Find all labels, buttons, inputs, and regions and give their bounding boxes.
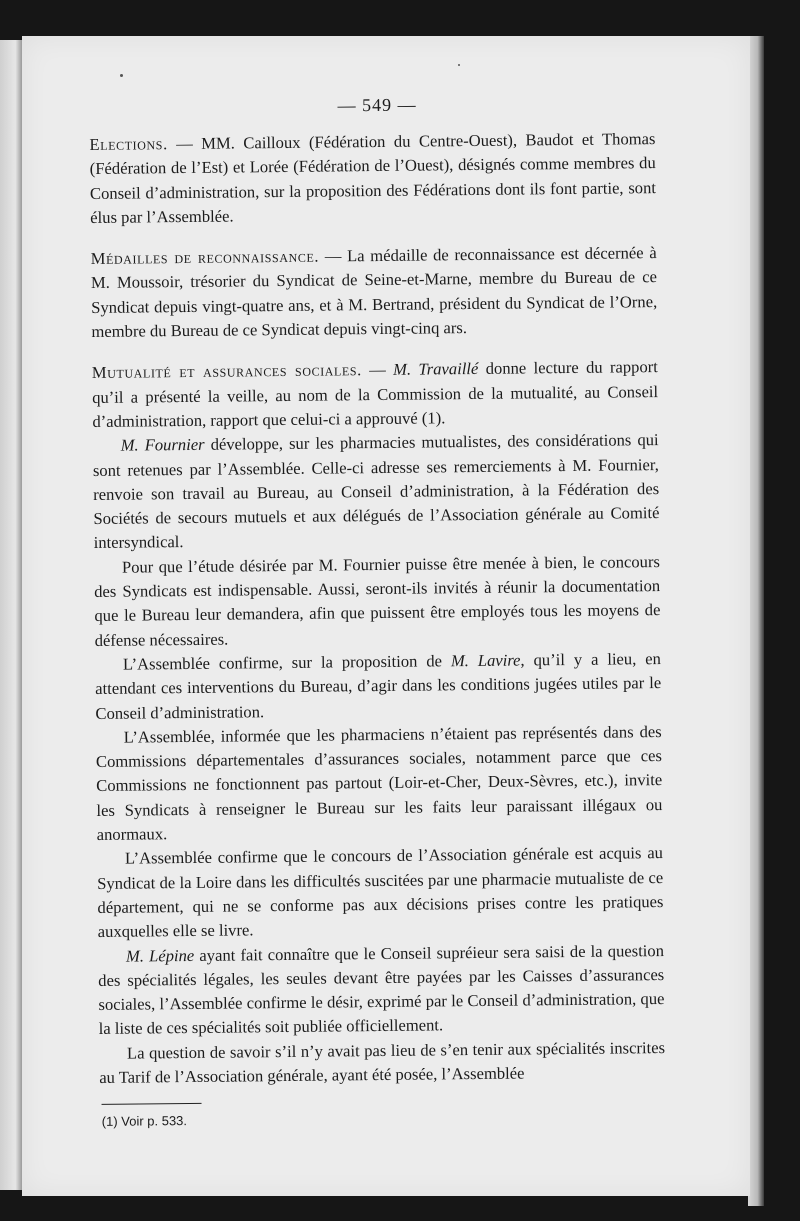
paragraph-lavire <box>95 647 662 726</box>
paragraph-elections <box>89 127 656 230</box>
paragraph-lepine <box>98 939 665 1042</box>
footnote-divider <box>102 1103 202 1105</box>
paragraph-medailles <box>91 241 658 344</box>
person-name: M. Travaillé <box>393 359 479 380</box>
paragraph-text: L’Assemblée confirme, sur la proposition de <box>122 651 451 674</box>
paragraph-text: — MM. Cailloux (Fédération du Centre-Ouest), Baudot et Thomas (Fédération de l’Est) et Lorée (Fédération de l’Ouest), désignés comme membres du Conseil d’administration, sur la proposition des Fédérations dont ils font partie, sont élus par l’Assemblée. <box>89 129 657 227</box>
person-name: M. Lépine <box>125 945 195 966</box>
document-page <box>22 36 750 1196</box>
section-heading-mutualite: Mutualité et assurances sociales. <box>91 360 362 383</box>
paragraph-etude: Pour que l’étude désirée par M. Fournier puisse être menée à bien, le concours des Syndicats est indispensable. Aussi, seront-ils invités à réunir la documentation que le Bureau leur demandera, afin que puissent être employés tous les moyens de défense nécessaires. <box>94 551 661 650</box>
paragraph-mutualite <box>92 355 659 434</box>
paragraph-text: donne lecture du rapport qu’il a présenté la veille, au nom de la Commission de la mutualité, au Conseil d’administration, rapport que celui-ci a approuvé (1). <box>92 357 659 431</box>
paragraph-loire: L’Assemblée confirme que le concours de l’Association générale est acquis au Syndicat de la Loire dans les difficultés suscitées par une pharmacie mutualiste de ce département, qui ne se conforme pas aux décisions prises contre les pratiques auxquelles elle se livre. <box>97 843 664 942</box>
paragraph-fournier <box>93 428 660 555</box>
paragraph-tarif: La question de savoir s’il n’y avait pas lieu de s’en tenir aux spécialités inscrites au Tarif de l’Association générale, ayant été posée, l’Assemblée <box>99 1037 666 1087</box>
paragraph-commissions: L’Assemblée, informée que les pharmaciens n’étaient pas représentés dans des Commissions départementales d’assurances sociales, notamment parce que ces Commissions ne fonctionnent pas partout (Loir-et-Cher, Deux-Sèvres, etc.), invite les Syndicats à renseigner le Bureau sur les faits leur paraissant illégaux ou anormaux. <box>95 721 663 844</box>
paper-speck <box>458 64 460 66</box>
section-heading-medailles: Médailles de reconnaissance. <box>90 246 320 269</box>
person-name: M. Lavire <box>450 650 521 671</box>
section-heading-elections: Elections. <box>89 134 168 154</box>
paragraph-text: , qu’il y a lieu, en attendant ces interventions du Bureau, d’agir dans les conditions jugées utiles par le Conseil d’administration. <box>95 648 662 723</box>
previous-page-edge <box>0 40 22 1190</box>
paragraph-text: développe, sur les pharmacies mutualistes, des considérations qui sont retenues par l’Assemblée. Celle-ci adresse ses remerciements à M. Fournier, renvoie son travail au Bureau, au Conseil d’administration, à la Fédération des Sociétés de secours mutuels et aux délégués de l’Association générale au Comité intersyndical. <box>92 430 660 553</box>
page-number: — 549 — <box>337 94 417 116</box>
paper-speck <box>120 74 123 77</box>
paragraph-text: — La médaille de reconnaissance est décernée à M. Moussoir, trésorier du Syndicat de Seine-et-Marne, membre du Bureau de ce Syndicat depuis vingt-quatre ans, et à M. Bertrand, président du Syndicat de l’Orne, membre du Bureau de ce Syndicat depuis vingt-cinq ars. <box>90 243 658 342</box>
page-edge-shadow <box>748 36 764 1206</box>
footnote: (1) Voir p. 533. <box>101 1113 188 1130</box>
person-name: M. Fournier <box>120 435 205 455</box>
dash: — <box>361 360 394 380</box>
paragraph-text: ayant fait connaître que le Conseil supréieur sera saisi de la question des spécialités légales, les seules devant être payées par les Caisses d’assurances sociales, l’Assemblée confirme le désir, exprimé par le Conseil d’administration, que la liste de ces spécialités soit publiée officiellement. <box>98 940 665 1039</box>
page-body <box>89 92 666 1131</box>
